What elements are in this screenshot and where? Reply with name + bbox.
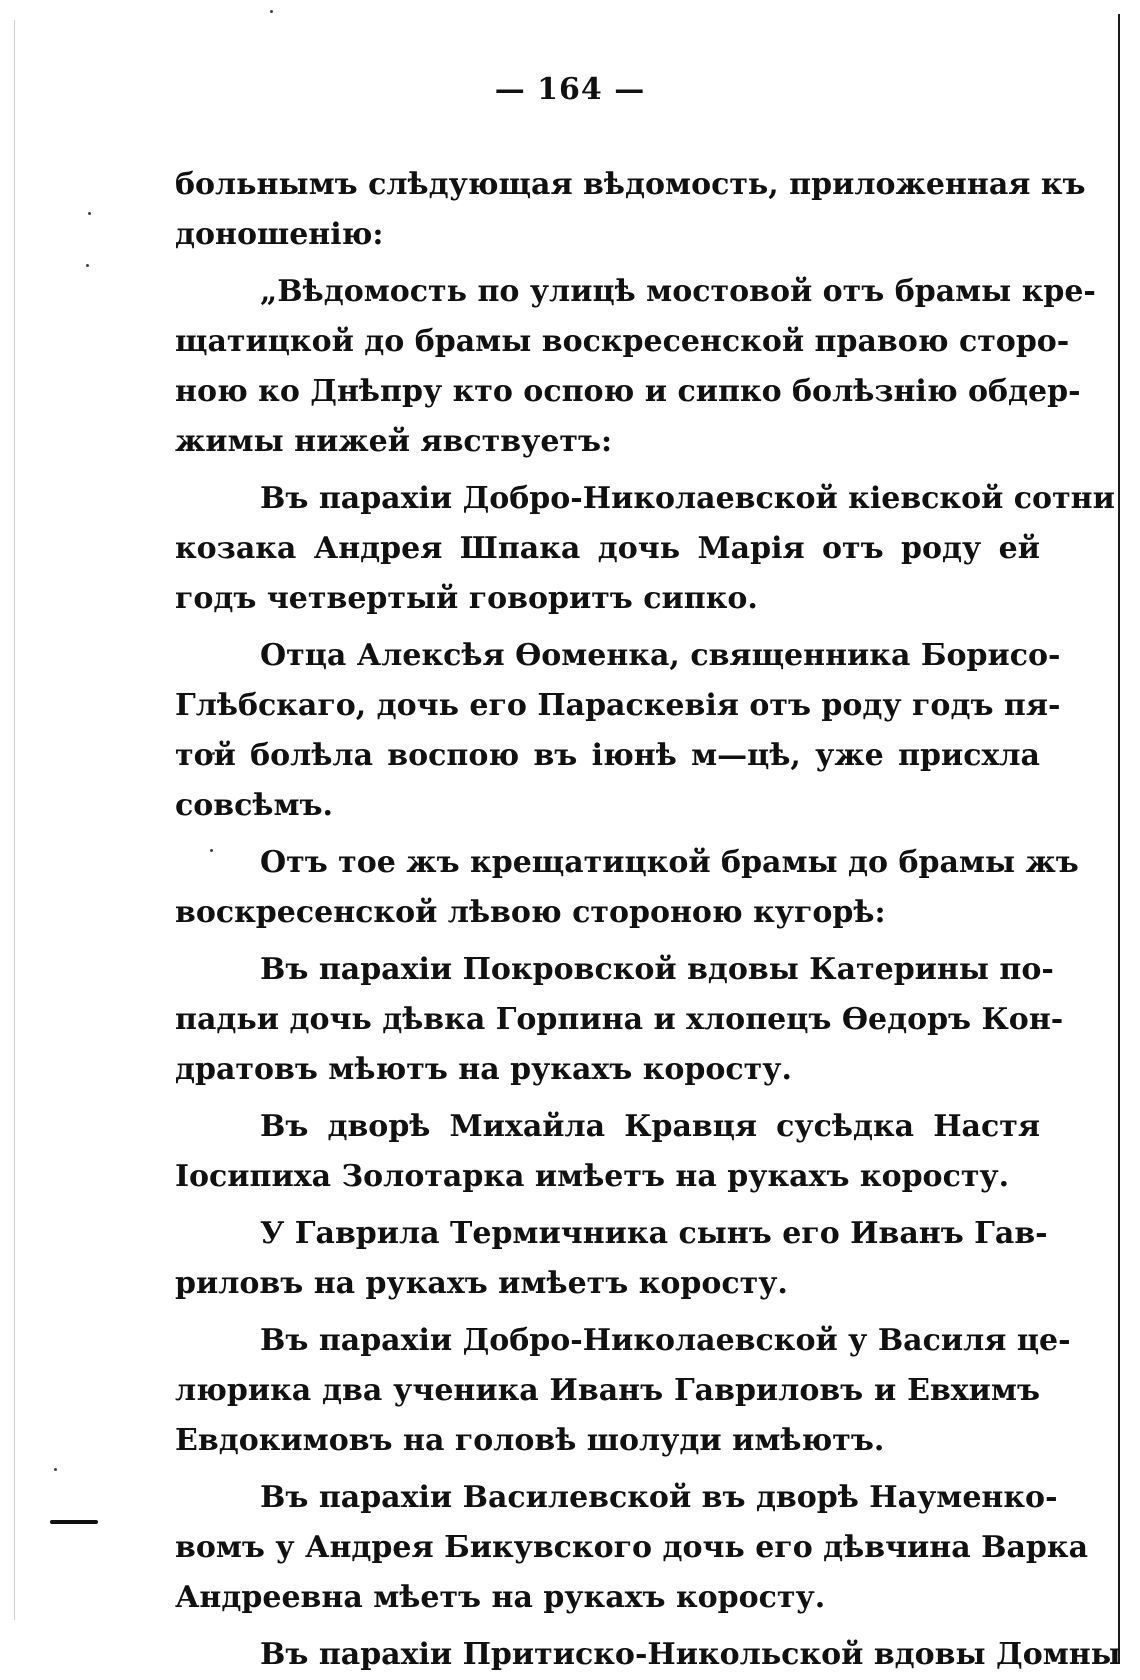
print-speck <box>54 1468 57 1471</box>
text-line: совсѣмъ. <box>175 788 333 823</box>
text-line: Въ парахіи Василевской въ дворѣ Науменко- <box>260 1480 1058 1515</box>
text-line: козака Андрея Шпака дочь Марія отъ роду ей <box>175 531 1040 566</box>
text-line: больнымъ слѣдующая вѣдомость, приложенная къ <box>175 167 1086 202</box>
text-line: доношенію: <box>175 217 384 252</box>
text-line: люрика два ученика Иванъ Гавриловъ и Евхимъ <box>175 1373 1040 1408</box>
text-line: Въ парахіи Добро-Николаевской кіевской сотни <box>260 481 1115 516</box>
left-page-edge <box>14 20 15 1620</box>
text-line: Въ парахіи Притиско-Никольской вдовы Домны <box>260 1637 1121 1672</box>
print-speck <box>86 264 89 267</box>
text-line: Отъ тое жъ крещатицкой брамы до брамы жъ <box>260 845 1079 880</box>
text-line: Въ парахіи Добро-Николаевской у Василя це- <box>260 1323 1071 1358</box>
text-line: вомъ у Андрея Бикувского дочь его дѣвчина Варка <box>175 1530 1089 1565</box>
text-line: Въ парахіи Покровской вдовы Катерины по- <box>260 952 1054 987</box>
text-line: Въ дворѣ Михайла Кравця сусѣдка Настя <box>260 1109 1040 1144</box>
text-line: ною ко Днѣпру кто оспою и сипко болѣзнію обдер- <box>175 374 1081 409</box>
text-line: жимы нижей явствуетъ: <box>175 424 613 459</box>
text-line: „Вѣдомость по улицѣ мостовой отъ брамы кре- <box>260 274 1096 309</box>
right-page-edge <box>1118 14 1120 1664</box>
text-line: У Гаврила Термичника сынъ его Иванъ Гав- <box>260 1216 1048 1251</box>
print-speck <box>88 212 91 215</box>
text-line: Глѣбскаго, дочь его Параскевія отъ роду годъ пя- <box>175 688 1061 723</box>
text-line: воскресенской лѣвою стороною кугорѣ: <box>175 895 886 930</box>
page-number: — 164 — <box>494 72 646 107</box>
text-line: Евдокимовъ на головѣ шолуди имѣютъ. <box>175 1423 885 1458</box>
text-line: Андреевна мѣетъ на рукахъ коросту. <box>175 1580 826 1615</box>
text-line: той болѣла воспою въ іюнѣ м—цѣ, уже присхла <box>175 738 1040 773</box>
text-line: падьи дочь дѣвка Горпина и хлопецъ Өедоръ Кон- <box>175 1002 1064 1037</box>
text-line: Іосипиха Золотарка имѣетъ на рукахъ коросту. <box>175 1159 1010 1194</box>
text-line: дратовъ мѣютъ на рукахъ коросту. <box>175 1052 792 1087</box>
margin-mark <box>50 1520 98 1524</box>
text-line: годъ четвертый говоритъ сипко. <box>175 581 758 616</box>
body-text <box>175 160 1121 1680</box>
text-line: Отца Алексѣя Өоменка, священника Борисо- <box>260 638 1061 673</box>
text-line: щатицкой до брамы воскресенской правою сторо- <box>175 324 1070 359</box>
text-line: риловъ на рукахъ имѣетъ коросту. <box>175 1266 788 1301</box>
print-speck <box>270 10 273 13</box>
